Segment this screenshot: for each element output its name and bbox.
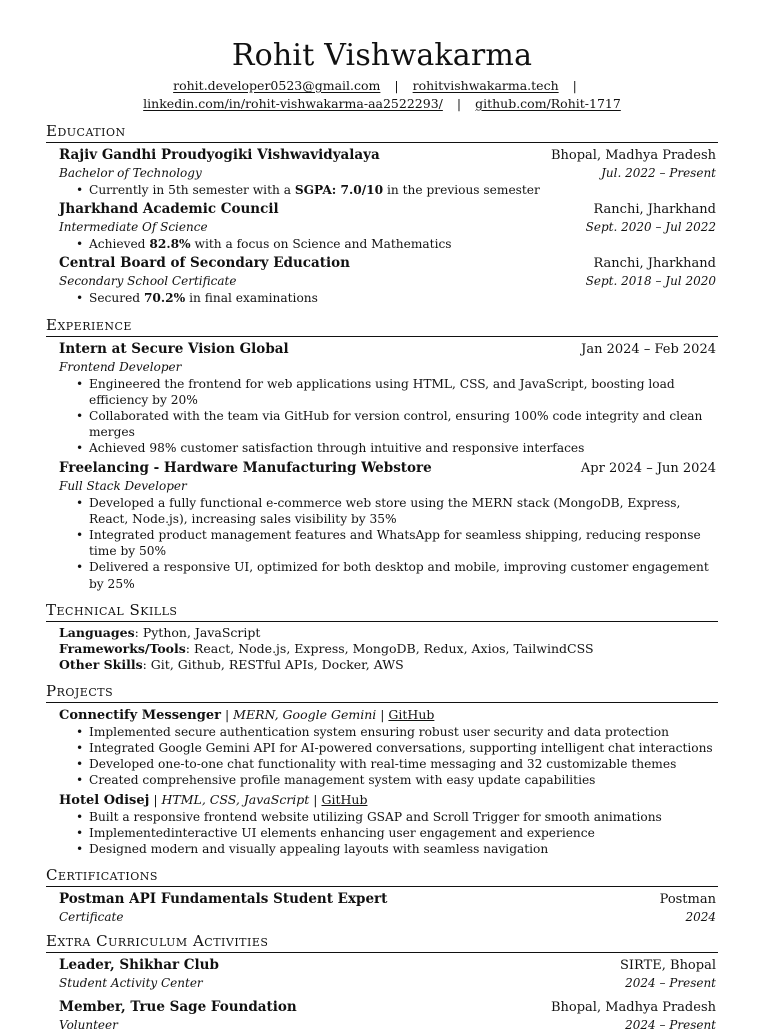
project-bullet: • Created comprehensive profile management system with easy update capabilities [89,772,716,788]
project-tech: MERN, Google Gemini [233,706,377,722]
school-name: Jharkhand Academic Council [59,201,279,218]
project-name: Connectify Messenger [59,707,221,723]
project-name: Hotel Odisej [59,792,150,808]
website-link[interactable]: rohitvishwakarma.tech [412,78,559,93]
school-location: Ranchi, Jharkhand [593,256,716,272]
degree: Secondary School Certificate [59,274,237,289]
education-dates: Jul. 2022 – Present [601,166,716,180]
project-tech: HTML, CSS, JavaScript [161,791,310,807]
education-bullet: • Currently in 5th semester with a SGPA: 7.0/10 in the previous semester [89,182,716,198]
project-github-link[interactable]: GitHub [388,706,435,722]
job-subtitle: Frontend Developer [59,359,182,374]
job-dates: Jan 2024 – Feb 2024 [581,341,716,357]
contact-line-2 [46,95,718,113]
education-entry [46,146,718,198]
certification-type: Certificate [59,910,124,925]
activity-role: Member, True Sage Foundation [59,999,297,1016]
degree: Bachelor of Technology [59,166,202,180]
skills-other: Other Skills: Git, Github, RESTful APIs, Docker, AWS [59,656,404,672]
email-link[interactable]: rohit.developer0523@gmail.com [173,78,381,93]
activity-location: Bhopal, Madhya Pradesh [550,1000,716,1016]
activity-org: Student Activity Center [59,976,203,991]
project-bullet: • Built a responsive frontend website utilizing GSAP and Scroll Trigger for smooth animations [89,809,716,825]
activity-role: Leader, Shikhar Club [59,957,219,974]
education-bullet: • Achieved 82.8% with a focus on Science and Mathematics [89,236,716,252]
project-bullet: • Integrated Google Gemini API for AI-powered conversations, supporting intelligent chat interactions [89,740,716,756]
section-title-certifications: Certifications [46,866,718,887]
skills-languages: Languages: Python, JavaScript [59,624,261,640]
experience-section [46,316,718,592]
experience-bullet: • Integrated product management features and WhatsApp for seamless shipping, reducing response time by 50% [89,527,716,559]
activity-location: SIRTE, Bhopal [619,958,716,974]
job-title: Intern at Secure Vision Global [59,340,289,357]
experience-bullet: • Achieved 98% customer satisfaction through intuitive and responsive interfaces [89,440,716,456]
education-section [46,122,718,307]
section-title-skills: Technical Skills [46,601,718,622]
experience-bullet: • Developed a fully functional e-commerce web store using the MERN stack (MongoDB, Express, React, Node.js), increasing sales visibility by 35% [89,495,716,527]
experience-bullet: • Delivered a responsive UI, optimized for both desktop and mobile, improving customer engagement by 25% [89,559,716,591]
school-name: Rajiv Gandhi Proudyogiki Vishwavidyalaya [59,147,380,163]
section-title-education: Education [46,122,718,143]
job-title: Freelancing - Hardware Manufacturing Webstore [59,459,432,476]
activity-entry [46,956,718,992]
education-dates: Sept. 2018 – Jul 2020 [585,274,716,289]
extra-section [46,932,718,1034]
experience-entry [46,340,718,457]
project-bullet: • Implemented secure authentication system ensuring robust user security and data protection [89,724,716,740]
school-location: Bhopal, Madhya Pradesh [550,148,716,163]
education-entry [46,254,718,306]
project-heading: Connectify Messenger | MERN, Google Gemini | GitHub [59,706,435,723]
skills-section [46,601,718,673]
separator: | [572,78,577,93]
project-bullet: • Developed one-to-one chat functionality with real-time messaging and 32 customizable themes [89,756,716,772]
school-location: Ranchi, Jharkhand [593,202,716,218]
experience-entry [46,459,718,592]
section-title-extra: Extra Curriculum Activities [46,932,718,953]
education-bullet: • Secured 70.2% in final examinations [89,290,716,306]
activity-dates: 2024 – Present [625,1018,716,1033]
degree: Intermediate Of Science [59,220,208,235]
resume-page [46,38,718,1035]
contact-line-1 [46,77,718,95]
section-title-experience: Experience [46,316,718,337]
school-name: Central Board of Secondary Education [59,255,350,272]
certification-year: 2024 [685,910,716,925]
resume-name: Rohit Vishwakarma [231,38,533,73]
section-title-projects: Projects [46,682,718,703]
project-heading: Hotel Odisej | HTML, CSS, JavaScript | GitHub [59,791,368,808]
separator: | [456,96,462,111]
activity-entry [46,998,718,1034]
projects-section [46,682,718,857]
certifications-section [46,866,718,926]
experience-bullet: • Collaborated with the team via GitHub for version control, ensuring 100% code integrity and clean merges [89,408,716,440]
separator: | [394,78,399,93]
github-link[interactable]: github.com/Rohit-1717 [475,96,621,111]
experience-bullet: • Engineered the frontend for web applications using HTML, CSS, and JavaScript, boosting load efficiency by 20% [89,376,716,408]
project-entry [46,791,718,858]
linkedin-link[interactable]: linkedin.com/in/rohit-vishwakarma-aa2522293/ [143,96,443,111]
activity-org: Volunteer [59,1018,118,1033]
skills-frameworks: Frameworks/Tools: React, Node.js, Express, MongoDB, Redux, Axios, TailwindCSS [59,640,594,656]
certification-issuer: Postman [659,892,716,908]
job-subtitle: Full Stack Developer [59,478,187,493]
certification-entry [46,890,718,926]
project-bullet: • Designed modern and visually appealing layouts with seamless navigation [89,841,716,857]
certification-name: Postman API Fundamentals Student Expert [59,891,388,908]
job-dates: Apr 2024 – Jun 2024 [580,460,716,476]
project-entry [46,706,718,789]
project-github-link[interactable]: GitHub [321,791,368,807]
project-bullet: • Implementedinteractive UI elements enhancing user engagement and experience [89,825,716,841]
education-dates: Sept. 2020 – Jul 2022 [585,220,716,235]
education-entry [46,200,718,252]
activity-dates: 2024 – Present [625,976,716,991]
